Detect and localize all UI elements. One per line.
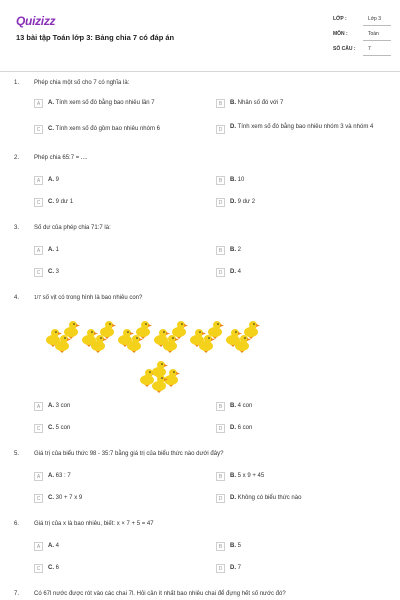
meta-question-count (333, 44, 391, 56)
meta-value: Lớp 3 (368, 16, 382, 22)
option-key: D. (230, 565, 236, 571)
option-letter-box: A (34, 246, 43, 255)
option-key: D. (230, 124, 236, 130)
question-text: Số dư của phép chia 71:7 là: (34, 225, 111, 231)
ducks-illustration (40, 313, 270, 393)
option-text: 1 (55, 247, 60, 253)
option-text: 9 (55, 177, 60, 183)
question-number: 3. (14, 225, 20, 231)
option-letter-box: A (34, 176, 43, 185)
option-letter-box: B (216, 176, 225, 185)
option-letter-box: C (34, 494, 43, 503)
option-letter-box: B (216, 99, 225, 108)
option-letter-box: A (34, 402, 43, 411)
question-number: 5. (14, 451, 20, 457)
option-letter-box: A (34, 472, 43, 481)
question-text: Có 67l nước được rót vào các chai 7l. Hỏi cần ít nhất bao nhiêu chai để đựng hết số nước đó? (34, 591, 286, 597)
option-text: 3 (55, 269, 60, 275)
meta-label: SỐ CÂU : (333, 46, 356, 52)
question-text: Phép chia một số cho 7 có nghĩa là: (34, 80, 130, 86)
option-key: C. (48, 565, 54, 571)
question-number: 1. (14, 80, 20, 86)
option-key: D. (230, 495, 236, 501)
option-key: B. (230, 543, 236, 549)
option-text: 9 dư 1 (55, 199, 74, 205)
option-text: 63 : 7 (55, 473, 71, 479)
option-letter-box: A (34, 542, 43, 551)
option-text: 6 (55, 565, 60, 571)
meta-subject (333, 29, 391, 41)
option-key: C. (48, 126, 54, 132)
option-letter-box: B (216, 472, 225, 481)
option-text: 5 (237, 543, 242, 549)
option-text: 2 (237, 247, 242, 253)
option-text: 30 + 7 x 9 (55, 495, 83, 501)
option-text: 6 con (237, 425, 253, 431)
option-letter-box: A (34, 99, 43, 108)
option-key: C. (48, 495, 54, 501)
option-key: D. (230, 425, 236, 431)
option-key: B. (230, 473, 236, 479)
option-letter-box: D (216, 198, 225, 207)
ducks-image (40, 313, 270, 393)
option-key: A. (48, 100, 54, 106)
meta-value: 7 (368, 46, 371, 52)
option-letter-box: D (216, 424, 225, 433)
option-key: C. (48, 269, 54, 275)
option-text: 7 (237, 565, 242, 571)
duck-icon (164, 369, 180, 387)
question-number: 2. (14, 155, 20, 161)
option-letter-box: C (34, 424, 43, 433)
option-key: B. (230, 177, 236, 183)
option-key: A. (48, 403, 54, 409)
option-key: A. (48, 543, 54, 549)
option-letter-box: D (216, 268, 225, 277)
option-key: A. (48, 473, 54, 479)
option-key: B. (230, 403, 236, 409)
meta-label: LỚP : (333, 16, 347, 22)
option-letter-box: B (216, 542, 225, 551)
question-text: số vịt có trong hình là bao nhiêu con? (42, 295, 143, 301)
question-text: Giá trị của biểu thức 98 - 35:7 bằng giá trị của biểu thức nào dưới đây? (34, 451, 224, 457)
meta-label: MÔN : (333, 31, 348, 37)
option-text: 5 con (55, 425, 71, 431)
option-letter-box: D (216, 564, 225, 573)
option-text: 9 dư 2 (237, 199, 256, 205)
question-text: Giá trị của x là bao nhiêu, biết: x × 7 + 5 = 47 (34, 521, 154, 527)
option-key: C. (48, 199, 54, 205)
option-text: 3 con (55, 403, 71, 409)
option-key: B. (230, 100, 236, 106)
meta-grade (333, 14, 391, 26)
quizizz-logo: Quizizz (16, 14, 56, 28)
option-key: D. (230, 199, 236, 205)
option-text: 4 con (237, 403, 253, 409)
page-title: 13 bài tập Toán lớp 3: Bảng chia 7 có đáp án (16, 33, 175, 42)
option-key: D. (230, 269, 236, 275)
page-header (0, 0, 400, 72)
option-text: Tính xem số đó bằng bao nhiêu nhóm 3 và nhóm 4 (237, 124, 374, 130)
option-letter-box: D (216, 125, 225, 134)
option-text: Không có biểu thức nào (237, 495, 302, 501)
option-key: B. (230, 247, 236, 253)
meta-value: Toán (368, 31, 379, 37)
option-text: 10 (237, 177, 245, 183)
option-letter-box: C (34, 198, 43, 207)
option-key: C. (48, 425, 54, 431)
option-key: A. (48, 247, 54, 253)
option-letter-box: B (216, 246, 225, 255)
option-text: 4 (237, 269, 242, 275)
option-text: Tính xem số đó bằng bao nhiêu lần 7 (55, 100, 155, 106)
question-number: 4. (14, 295, 20, 301)
option-text: Tính xem số đó gồm bao nhiêu nhóm 6 (55, 126, 160, 132)
option-text: 4 (55, 543, 60, 549)
option-letter-box: D (216, 494, 225, 503)
option-letter-box: B (216, 402, 225, 411)
option-letter-box: C (34, 564, 43, 573)
option-text: 5 x 9 + 45 (237, 473, 265, 479)
option-key: A. (48, 177, 54, 183)
option-text: Nhân số đó với 7 (237, 100, 284, 106)
option-letter-box: C (34, 125, 43, 134)
question-number: 7. (14, 591, 20, 597)
question-number: 6. (14, 521, 20, 527)
option-letter-box: C (34, 268, 43, 277)
fraction-one-seventh: 1/7 (34, 295, 41, 301)
question-text: Phép chia 65:7 = .... (34, 155, 88, 161)
